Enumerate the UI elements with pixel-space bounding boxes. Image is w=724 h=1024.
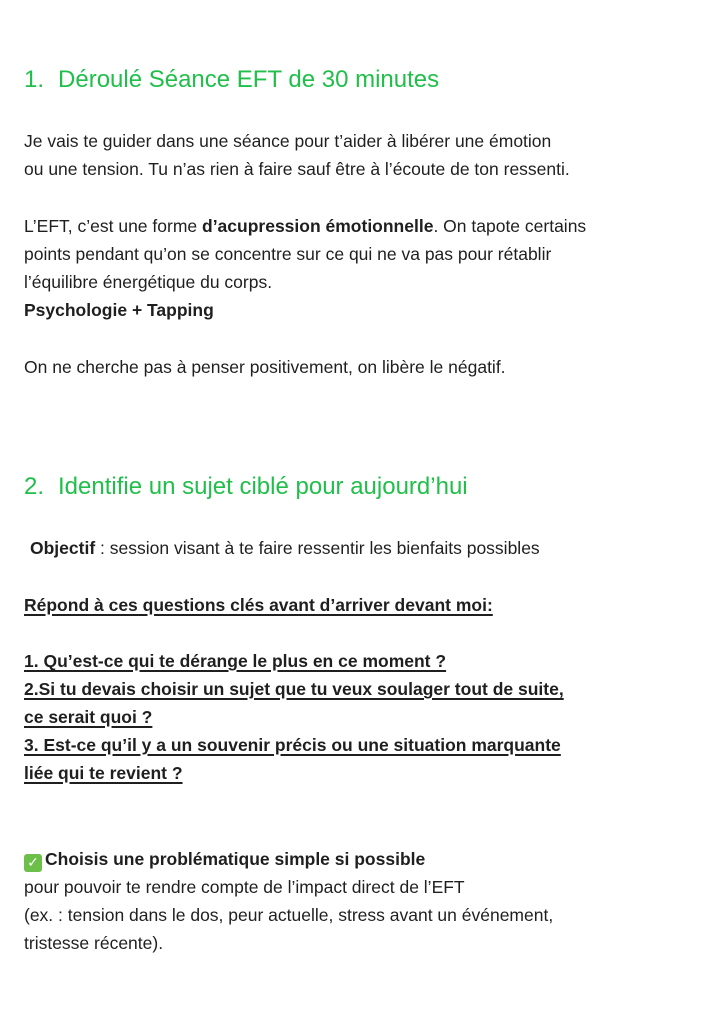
psychology-tapping-label: Psychologie + Tapping <box>24 300 214 320</box>
objectif-line <box>30 538 540 558</box>
eft-text-pre: L’EFT, c’est une forme <box>24 216 202 236</box>
tip-line-3: tristesse récente). <box>24 933 164 953</box>
questions-intro: Répond à ces questions clés avant d’arriver devant moi: <box>24 595 493 615</box>
eft-paragraph-line-3: l’équilibre énergétique du corps. <box>24 272 273 292</box>
objectif-label: Objectif <box>30 538 96 558</box>
section-2-title: Identifie un sujet ciblé pour aujourd’hui <box>58 473 468 500</box>
check-mark-icon: ✓ <box>24 854 42 872</box>
eft-text-post: . On tapote certains <box>433 216 587 236</box>
question-2-line-1: 2.Si tu devais choisir un sujet que tu veux soulager tout de suite, <box>24 679 564 699</box>
eft-text-bold: d’acupression émotionnelle <box>202 216 434 236</box>
question-3-line-2: liée qui te revient ? <box>24 763 183 783</box>
section-1-number: 1. <box>24 66 45 93</box>
section-1-heading <box>24 66 439 94</box>
intro-line-1: Je vais te guider dans une séance pour t’aider à libérer une émotion <box>24 131 552 151</box>
eft-paragraph-line-2: points pendant qu’on se concentre sur ce qui ne va pas pour rétablir <box>24 244 552 264</box>
tip-title-line <box>24 849 425 872</box>
section-2-number: 2. <box>24 473 45 500</box>
intro-line-2: ou une tension. Tu n’as rien à faire sauf être à l’écoute de ton ressenti. <box>24 159 570 179</box>
question-1: 1. Qu’est-ce qui te dérange le plus en ce moment ? <box>24 651 447 671</box>
objectif-text: : session visant à te faire ressentir les bienfaits possibles <box>95 538 540 558</box>
tip-line-2: (ex. : tension dans le dos, peur actuelle, stress avant un événement, <box>24 905 554 925</box>
question-2-line-2: ce serait quoi ? <box>24 707 153 727</box>
negative-statement: On ne cherche pas à penser positivement, on libère le négatif. <box>24 357 506 377</box>
question-3-line-1: 3. Est-ce qu’il y a un souvenir précis ou une situation marquante <box>24 735 561 755</box>
tip-line-1: pour pouvoir te rendre compte de l’impact direct de l’EFT <box>24 877 465 897</box>
section-1-title: Déroulé Séance EFT de 30 minutes <box>58 66 440 93</box>
tip-title: Choisis une problématique simple si possible <box>45 849 426 869</box>
eft-paragraph-line-1 <box>24 216 586 236</box>
section-2-heading <box>24 473 468 501</box>
